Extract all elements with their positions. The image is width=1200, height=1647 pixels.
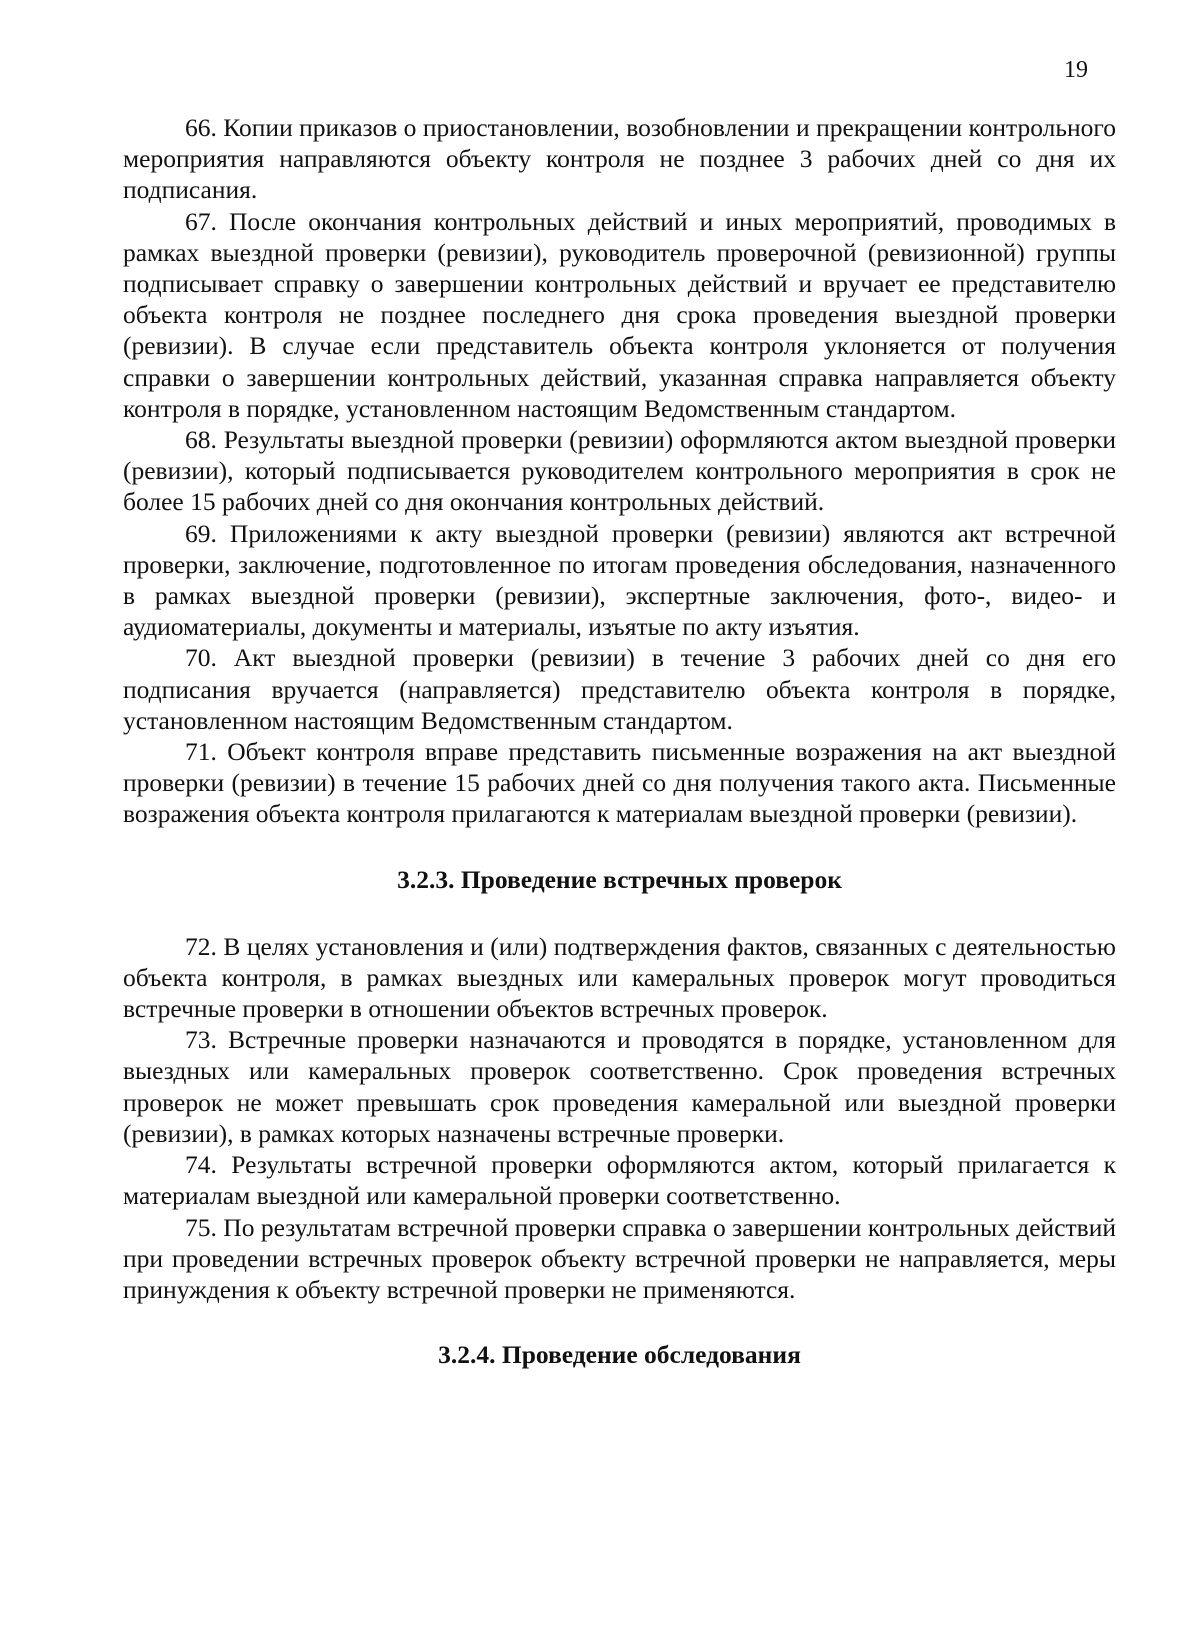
paragraph-73: 73. Встречные проверки назначаются и проводятся в порядке, установленном для выездных или камеральных проверок соответственно. Срок проведения встречных проверок не может превышать срок проведения камеральной или выездной проверки (ревизии), в рамках которых назначены встречные проверки. xyxy=(123,1025,1116,1148)
paragraph-68: 68. Результаты выездной проверки (ревизии) оформляются актом выездной проверки (ревизии), который подписывается руководителем контрольного мероприятия в срок не более 15 рабочих дней со дня окончания контрольных действий. xyxy=(123,425,1116,517)
paragraph-71: 71. Объект контроля вправе представить письменные возражения на акт выездной проверки (ревизии) в течение 15 рабочих дней со дня получения такого акта. Письменные возражения объекта контроля прилагаются к материалам выездной проверки (ревизии). xyxy=(123,737,1116,829)
paragraph-72: 72. В целях установления и (или) подтверждения фактов, связанных с деятельностью объекта контроля, в рамках выездных или камеральных проверок могут проводиться встречные проверки в отношении объектов встречных проверок. xyxy=(123,931,1116,1024)
page-number: 19 xyxy=(1064,57,1088,83)
paragraph-70: 70. Акт выездной проверки (ревизии) в течение 3 рабочих дней со дня его подписания вручается (направляется) представителю объекта контроля в порядке, установленном настоящим Ведомственным стандартом. xyxy=(123,643,1116,735)
section-heading-3-2-3: 3.2.3. Проведение встречных проверок xyxy=(397,864,842,894)
section-heading-3-2-4: 3.2.4. Проведение обследования xyxy=(438,1340,801,1370)
paragraph-67: 67. После окончания контрольных действий и иных мероприятий, проводимых в рамках выездной проверки (ревизии), руководитель проверочной (ревизионной) группы подписывает справку о завершении контрольных действий и вручает ее представителю объекта контроля не позднее последнего дня срока проведения выездной проверки (ревизии). В случае если представитель объекта контроля уклоняется от получения справки о завершении контрольных действий, указанная справка направляется объекту контроля в порядке, установленном настоящим Ведомственным стандартом. xyxy=(123,206,1116,423)
paragraph-66: 66. Копии приказов о приостановлении, возобновлении и прекращении контрольного мероприятия направляются объекту контроля не позднее 3 рабочих дней со дня их подписания. xyxy=(123,113,1116,205)
paragraph-69: 69. Приложениями к акту выездной проверки (ревизии) являются акт встречной проверки, заключение, подготовленное по итогам проведения обследования, назначенного в рамках выездной проверки (ревизии), экспертные заключения, фото-, видео- и аудиоматериалы, документы и материалы, изъятые по акту изъятия. xyxy=(123,518,1116,642)
document-body xyxy=(123,112,1116,1406)
paragraph-74: 74. Результаты встречной проверки оформляются актом, который прилагается к материалам выездной или камеральной проверки соответственно. xyxy=(123,1150,1116,1211)
paragraph-75: 75. По результатам встречной проверки справка о завершении контрольных действий при проведении встречных проверок объекту встречной проверки не направляется, меры принуждения к объекту встречной проверки не применяются. xyxy=(123,1212,1116,1304)
